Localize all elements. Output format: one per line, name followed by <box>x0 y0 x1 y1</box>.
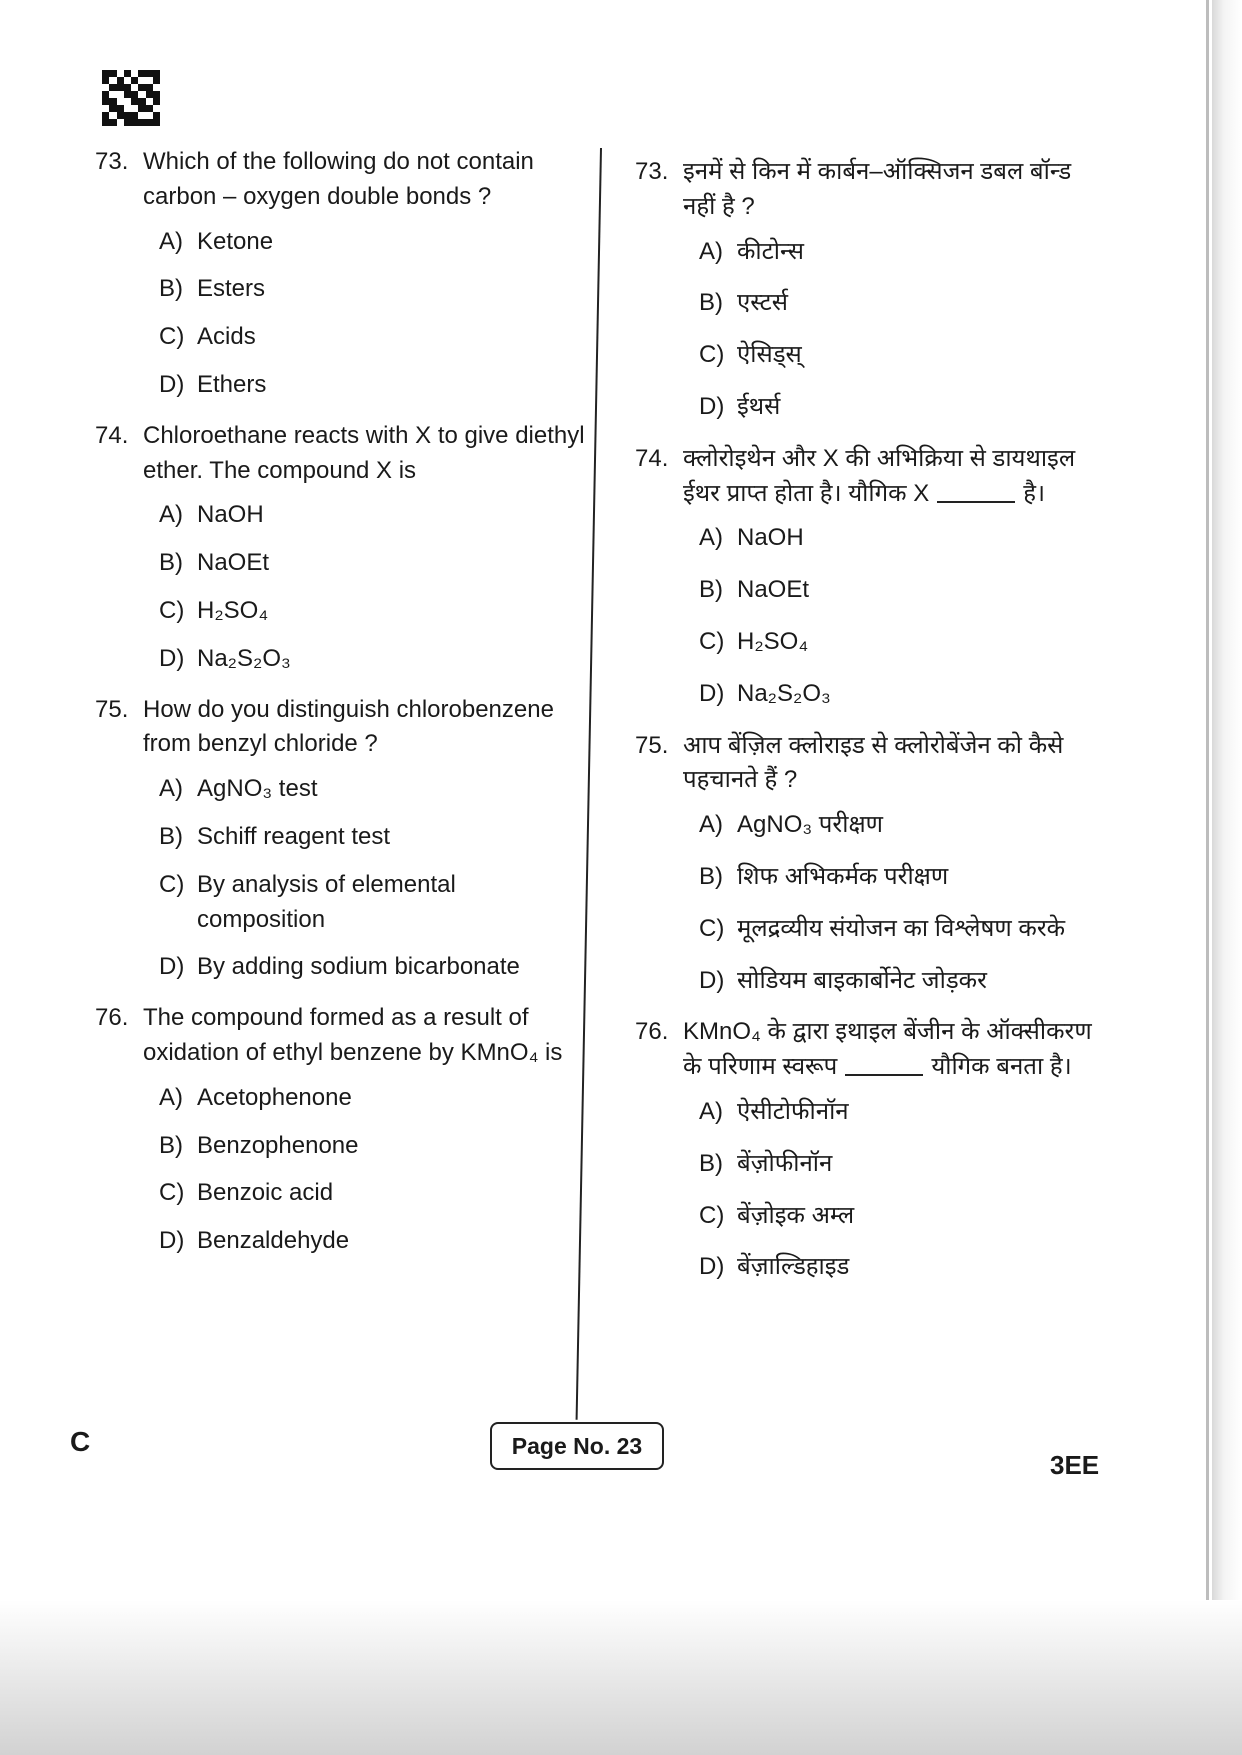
option-d: D) Ethers <box>159 370 267 398</box>
question-number: 76. <box>635 1018 669 1046</box>
option-d: D) Benzaldehyde <box>159 1227 350 1255</box>
question-76 <box>95 1001 585 1259</box>
question-73-hindi <box>635 155 1095 425</box>
option-a: A) AgNO₃ परीक्षण <box>699 811 884 839</box>
question-number: 73. <box>635 158 669 185</box>
question-number: 76. <box>95 1004 129 1032</box>
option-d: D) Na₂S₂O₃ <box>699 679 831 707</box>
question-number: 74. <box>95 421 129 449</box>
question-number: 74. <box>635 444 669 472</box>
option-c: C) Acids <box>159 323 256 351</box>
option-b: B) NaOEt <box>699 576 810 604</box>
question-number: 75. <box>635 731 669 759</box>
question-75 <box>95 693 585 986</box>
english-column <box>95 145 585 1275</box>
option-a: A) AgNO₃ test <box>159 775 318 803</box>
option-c: C) ऐसिड्स् <box>699 341 802 369</box>
option-b: B) बेंज़ोफीनॉन <box>699 1149 833 1177</box>
question-text: KMnO₄ के द्वारा इथाइल बेंजीन के ऑक्सीकरण के परिणाम स्वरूप यौगिक बनता है। <box>683 1018 1092 1081</box>
paper-code: 3EE <box>1050 1450 1100 1480</box>
qr-code-icon <box>102 70 160 126</box>
option-d: D) Na₂S₂O₃ <box>159 644 291 672</box>
option-d: D) बेंज़ाल्डिहाइड <box>699 1253 850 1281</box>
option-a: A) Ketone <box>159 227 274 255</box>
answer-blank <box>845 1074 923 1076</box>
option-a: A) NaOH <box>159 501 264 529</box>
answer-blank <box>937 501 1015 503</box>
question-text: इनमें से किन में कार्बन–ऑक्सिजन डबल बॉन्ड नहीं है ? <box>683 158 1072 220</box>
option-b: B) Esters <box>159 275 266 303</box>
question-74 <box>95 419 585 677</box>
bottom-shadow <box>0 1600 1242 1755</box>
option-d: D) ईथर्स <box>699 392 781 420</box>
option-b: B) Schiff reagent test <box>159 822 391 850</box>
option-a: A) Acetophenone <box>159 1083 352 1111</box>
option-c: C) H₂SO₄ <box>699 627 809 655</box>
question-number: 73. <box>95 148 129 175</box>
question-text: क्लोरोइथेन और X की अभिक्रिया से डायथाइल ईथर प्राप्त होता है। यौगिक X है। <box>683 444 1076 507</box>
question-74-hindi <box>635 442 1095 712</box>
question-text: How do you distinguish chlorobenzene from benzyl chloride ? <box>143 695 554 758</box>
question-75-hindi <box>635 729 1095 999</box>
option-d: D) By adding sodium bicarbonate <box>159 953 520 981</box>
option-b: B) NaOEt <box>159 549 270 577</box>
question-76-hindi <box>635 1015 1095 1285</box>
question-text: Which of the following do not contain carbon – oxygen double bonds ? <box>143 148 534 210</box>
page-number-box: Page No. 23 <box>490 1422 664 1470</box>
question-text: The compound formed as a result of oxidation of ethyl benzene by KMnO₄ is <box>143 1004 563 1066</box>
hindi-column <box>635 155 1095 1302</box>
booklet-series: C <box>70 1426 91 1457</box>
option-a: A) कीटोन्स <box>699 237 804 265</box>
option-b: B) शिफ अभिकर्मक परीक्षण <box>699 862 949 890</box>
option-d: D) सोडियम बाइकार्बोनेट जोड़कर <box>699 966 987 994</box>
option-c: C) H₂SO₄ <box>159 596 269 624</box>
question-text: आप बेंज़िल क्लोराइड से क्लोरोबेंजेन को कैसे पहचानते हैं ? <box>683 731 1064 794</box>
option-c: C) By analysis of elemental composition <box>159 870 456 933</box>
option-a: A) NaOH <box>699 524 804 552</box>
option-c: C) मूलद्रव्यीय संयोजन का विश्लेषण करके <box>699 914 1066 942</box>
question-73 <box>95 145 585 403</box>
question-number: 75. <box>95 695 129 723</box>
option-a: A) ऐसीटोफीनॉन <box>699 1097 849 1125</box>
option-c: C) Benzoic acid <box>159 1179 334 1207</box>
option-b: B) एस्टर्स <box>699 289 788 317</box>
question-text: Chloroethane reacts with X to give diethyl ether. The compound X is <box>143 421 585 484</box>
page-edge-shadow <box>1212 0 1242 1755</box>
option-b: B) Benzophenone <box>159 1131 359 1159</box>
option-c: C) बेंज़ोइक अम्ल <box>699 1201 855 1229</box>
page-edge-line <box>1206 0 1209 1650</box>
